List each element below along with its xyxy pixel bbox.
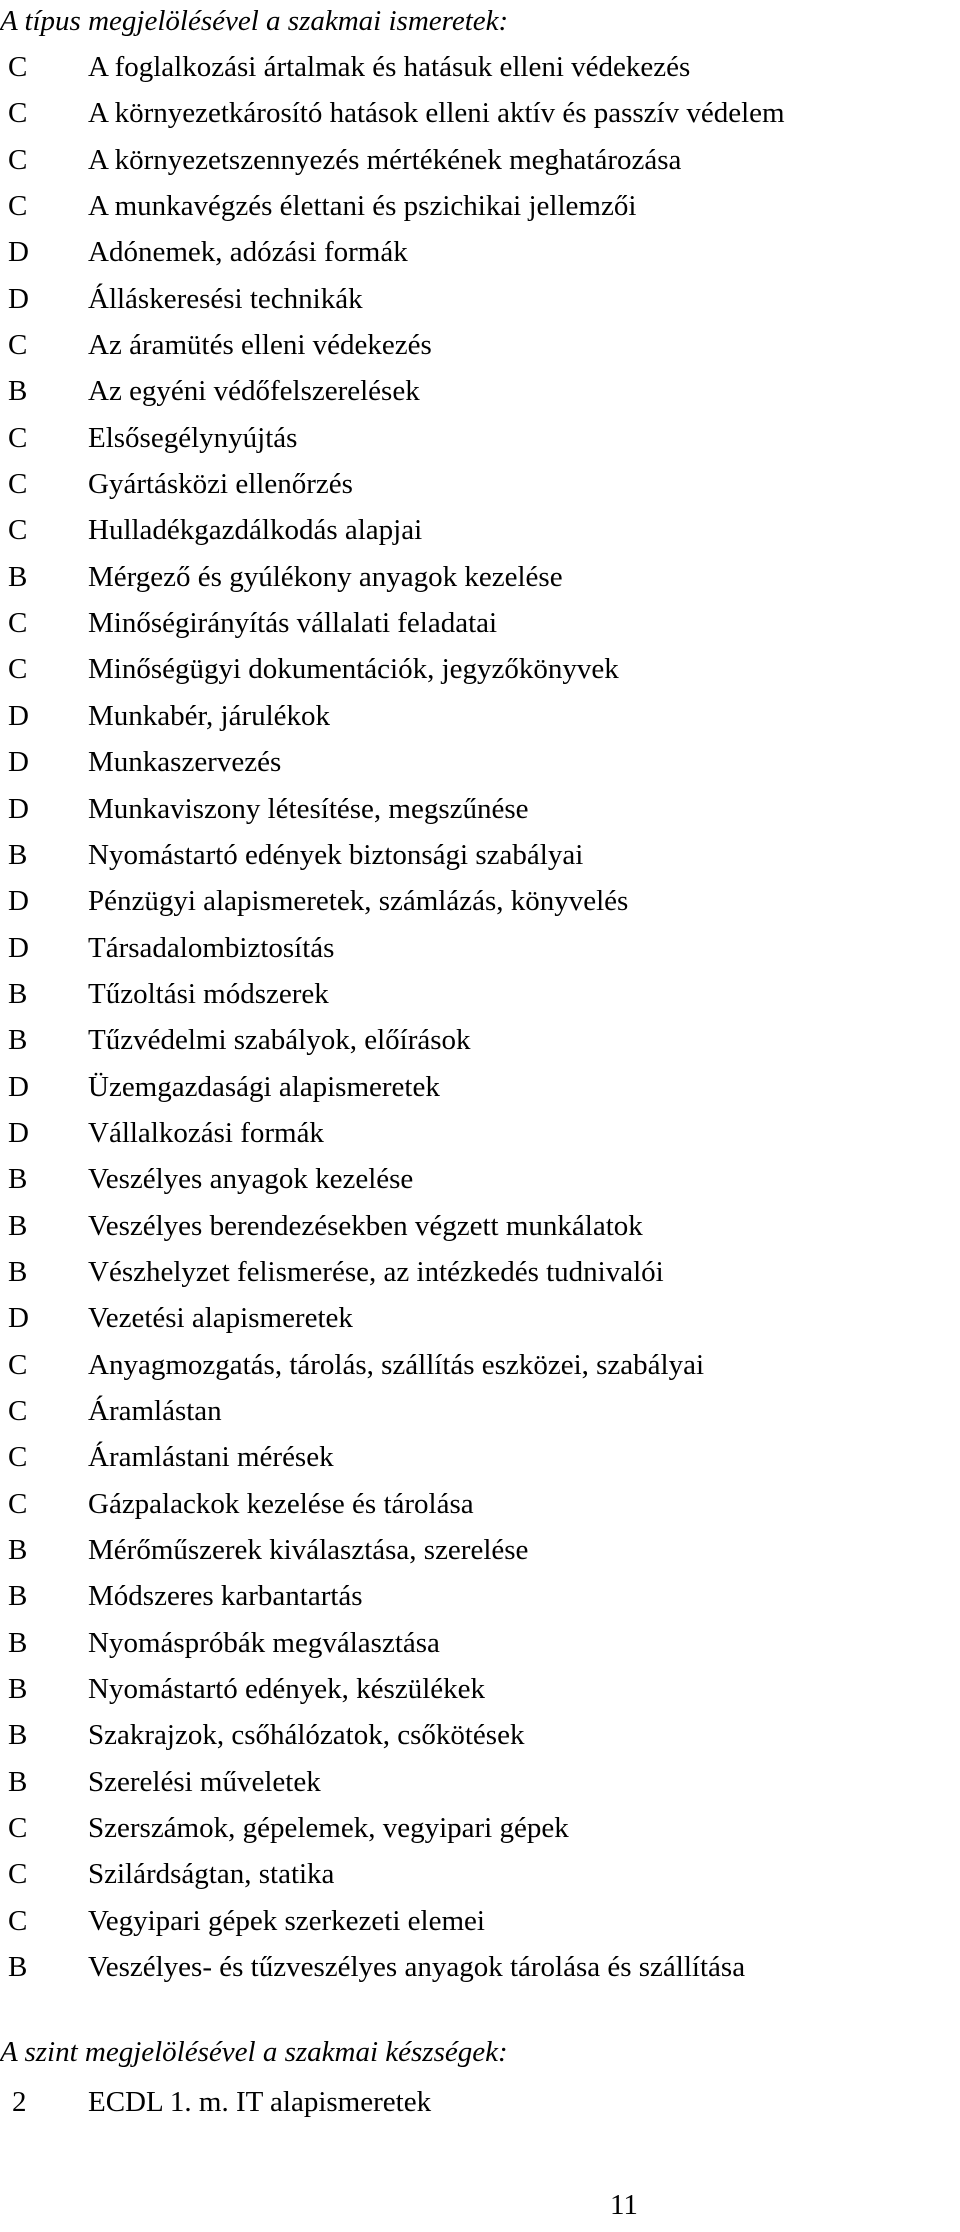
knowledge-list-item [0,1765,960,1811]
knowledge-list-item [0,977,960,1023]
knowledge-level-code: C [8,1394,28,1427]
knowledge-level-code: D [8,885,29,918]
knowledge-list-item [0,1255,960,1301]
knowledge-topic: Szilárdságtan, statika [88,1858,335,1891]
knowledge-topic: Veszélyes berendezésekben végzett munkálatok [88,1209,643,1242]
knowledge-topic: Nyomáspróbák megválasztása [88,1626,440,1659]
knowledge-list-item [0,838,960,884]
knowledge-topic: Anyagmozgatás, tárolás, szállítás eszközei, szabályai [88,1348,705,1381]
knowledge-topic: Álláskeresési technikák [88,282,363,315]
knowledge-level-code: B [8,1765,28,1798]
knowledge-topic: Veszélyes anyagok kezelése [88,1163,414,1196]
knowledge-topic: Minőségirányítás vállalati feladatai [88,607,498,640]
knowledge-level-code: B [8,1163,28,1196]
knowledge-topic: Az egyéni védőfelszerelések [88,375,420,408]
knowledge-level-code: B [8,1534,28,1566]
knowledge-list-item [0,1023,960,1069]
knowledge-list-item [0,282,960,328]
knowledge-topic: Pénzügyi alapismeretek, számlázás, könyvelés [88,885,629,918]
knowledge-topic: Tűzvédelmi szabályok, előírások [88,1024,471,1057]
knowledge-level-code: C [8,514,28,547]
knowledge-topic: A környezetkárosító hatások elleni aktív és passzív védelem [88,97,785,130]
knowledge-level-code: B [8,977,28,1010]
knowledge-list-item [0,1487,960,1533]
knowledge-list-item [0,1209,960,1255]
knowledge-topic: Gázpalackok kezelése és tárolása [88,1487,474,1520]
knowledge-topic: Üzemgazdasági alapismeretek [88,1070,440,1103]
knowledge-topic: Az áramütés elleni védekezés [88,329,432,362]
knowledge-list-item [0,1626,960,1672]
knowledge-topic: Munkaszervezés [88,746,282,779]
knowledge-topic: A környezetszennyezés mértékének meghatározása [88,143,682,176]
knowledge-level-code: D [8,1116,29,1149]
knowledge-list-item [0,1904,960,1950]
knowledge-topic: Munkabér, járulékok [88,699,331,732]
knowledge-level-code: B [8,1024,28,1057]
knowledge-level-code: D [8,1070,29,1103]
knowledge-list-item [0,513,960,559]
knowledge-topic: Vezetési alapismeretek [88,1302,353,1335]
knowledge-level-code: C [8,607,28,640]
knowledge-list-item [0,1533,960,1579]
knowledge-topic: Áramlástan [88,1394,222,1427]
knowledge-topic: Szerelési műveletek [88,1765,321,1798]
knowledge-topic: Módszeres karbantartás [88,1580,363,1613]
knowledge-topic: A munkavégzés élettani és pszichikai jellemzői [88,190,637,223]
knowledge-topic: Elsősegélynyújtás [88,421,298,454]
knowledge-topic: Gyártásközi ellenőrzés [88,468,353,501]
knowledge-list-item [0,235,960,281]
knowledge-topic: Szakrajzok, csőhálózatok, csőkötések [88,1719,525,1752]
skill-topic: ECDL 1. m. IT alapismeretek [88,2086,432,2118]
knowledge-topic: Munkaviszony létesítése, megszűnése [88,792,529,825]
knowledge-level-code: C [8,190,28,223]
knowledge-level-code: B [8,1673,28,1706]
knowledge-level-code: C [8,468,28,501]
knowledge-level-code: D [8,236,29,269]
knowledge-list-item [0,1672,960,1718]
knowledge-list-item [0,374,960,420]
knowledge-topic: Adónemek, adózási formák [88,236,408,269]
skill-list-item [0,2085,960,2125]
knowledge-level-code: C [8,1348,28,1381]
knowledge-level-code: C [8,1441,28,1474]
knowledge-topic: Veszélyes- és tűzveszélyes anyagok tárolása és szállítása [88,1951,746,1984]
knowledge-level-code: B [8,1626,28,1659]
knowledge-topic: Vállalkozási formák [88,1116,324,1149]
knowledge-section-heading: A típus megjelölésével a szakmai ismeretek: [0,5,509,37]
skill-level-code: 2 [12,2086,27,2118]
knowledge-list-item [0,792,960,838]
knowledge-topic: Áramlástani mérések [88,1441,334,1474]
knowledge-list-item [0,1070,960,1116]
knowledge-list-item [0,1857,960,1903]
knowledge-list-item [0,1394,960,1440]
knowledge-level-code: C [8,51,28,83]
knowledge-list-item [0,1579,960,1625]
knowledge-level-code: B [8,1951,28,1984]
knowledge-list-item [0,1116,960,1162]
knowledge-level-code: B [8,1719,28,1752]
knowledge-level-code: C [8,421,28,454]
knowledge-topic: Nyomástartó edények, készülékek [88,1673,485,1706]
knowledge-topic: Nyomástartó edények biztonsági szabályai [88,838,584,871]
knowledge-list-item [0,143,960,189]
knowledge-topic: Minőségügyi dokumentációk, jegyzőkönyvek [88,653,619,686]
knowledge-level-code: B [8,1580,28,1613]
knowledge-list-item [0,560,960,606]
knowledge-level-code: C [8,143,28,176]
knowledge-topic: Tűzoltási módszerek [88,977,329,1010]
knowledge-list-item [0,467,960,513]
knowledge-topic: Szerszámok, gépelemek, vegyipari gépek [88,1812,569,1845]
knowledge-list-item [0,189,960,235]
knowledge-level-code: C [8,1858,28,1891]
knowledge-topic: Vegyipari gépek szerkezeti elemei [88,1904,485,1937]
skills-section-heading: A szint megjelölésével a szakmai készségek: [0,2036,508,2068]
knowledge-level-code: C [8,1812,28,1845]
knowledge-level-code: C [8,329,28,362]
knowledge-level-code: C [8,97,28,130]
knowledge-list-item [0,1440,960,1486]
knowledge-list-item [0,884,960,930]
knowledge-level-code: D [8,746,29,779]
knowledge-level-code: B [8,375,28,408]
knowledge-topic: Hulladékgazdálkodás alapjai [88,514,423,547]
knowledge-level-code: B [8,1255,28,1288]
page-number: 11 [610,2189,638,2221]
knowledge-level-code: B [8,560,28,593]
knowledge-list-item [0,1348,960,1394]
knowledge-list-item [0,1162,960,1208]
knowledge-list-item [0,50,960,96]
knowledge-level-code: D [8,931,29,964]
knowledge-topic: Társadalombiztosítás [88,931,335,964]
knowledge-level-code: D [8,699,29,732]
knowledge-list-item [0,1950,960,1996]
knowledge-list-item [0,328,960,374]
knowledge-level-code: D [8,792,29,825]
knowledge-topic: Mérgező és gyúlékony anyagok kezelése [88,560,563,593]
knowledge-level-code: B [8,1209,28,1242]
knowledge-level-code: C [8,1487,28,1520]
knowledge-level-code: B [8,838,28,871]
knowledge-list-item [0,931,960,977]
knowledge-topic: Mérőműszerek kiválasztása, szerelése [88,1534,529,1566]
knowledge-list [0,50,960,1996]
knowledge-list-item [0,96,960,142]
knowledge-list-item [0,699,960,745]
knowledge-list-item [0,421,960,467]
knowledge-list-item [0,745,960,791]
knowledge-list-item [0,1718,960,1764]
knowledge-topic: A foglalkozási ártalmak és hatásuk elleni védekezés [88,51,691,83]
knowledge-list-item [0,1301,960,1347]
knowledge-level-code: D [8,1302,29,1335]
knowledge-level-code: D [8,282,29,315]
knowledge-list-item [0,606,960,652]
knowledge-list-item [0,1811,960,1857]
knowledge-level-code: C [8,1904,28,1937]
knowledge-list-item [0,652,960,698]
knowledge-level-code: C [8,653,28,686]
knowledge-topic: Vészhelyzet felismerése, az intézkedés tudnivalói [88,1255,664,1288]
